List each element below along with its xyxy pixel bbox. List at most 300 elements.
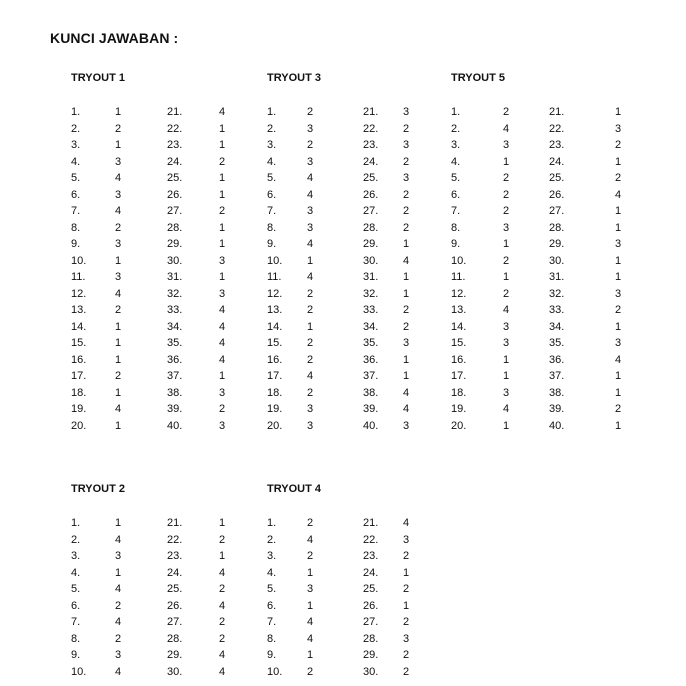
answer-value: 4 [219,649,226,661]
answer-value: 2 [307,139,314,151]
answer-value: 3 [219,419,226,432]
question-number: 36. [363,353,379,366]
question-number: 21. [549,106,565,118]
question-number: 20. [451,419,467,432]
answer-value: 3 [503,386,510,399]
question-number: 31. [167,271,183,283]
answer-value: 1 [503,155,510,168]
question-number: 5. [71,583,81,595]
answer-value: 3 [503,337,510,349]
question-number: 9. [71,238,81,250]
question-number: 16. [71,353,87,366]
question-number: 35. [363,337,379,349]
question-number: 4. [451,155,461,168]
question-number: 40. [167,419,183,432]
answer-value: 3 [115,550,122,562]
answer-value: 1 [219,122,226,135]
answer-value: 2 [219,533,226,546]
answer-value: 2 [115,122,122,135]
question-number: 27. [167,616,183,628]
question-number: 9. [267,649,277,661]
answer-value: 3 [307,155,314,168]
answer-value: 3 [403,106,410,118]
question-number: 7. [267,616,277,628]
question-number: 24. [167,155,183,168]
answer-value: 2 [219,616,226,628]
answer-value: 1 [115,254,122,267]
question-number: 19. [267,403,283,415]
answer-value: 1 [615,254,622,267]
question-number: 24. [363,566,379,579]
tryout-title: TRYOUT 1 [71,72,125,84]
answer-value: 4 [115,533,122,546]
answer-value: 2 [307,665,314,678]
answer-value: 1 [307,566,314,579]
answer-value: 1 [115,320,122,333]
question-number: 36. [549,353,565,366]
question-number: 14. [71,320,87,333]
question-number: 22. [363,533,379,546]
question-number: 16. [451,353,467,366]
answer-value: 1 [115,139,122,151]
answer-value: 1 [503,370,510,382]
answer-value: 2 [115,370,122,382]
answer-value: 1 [115,106,122,118]
question-number: 26. [363,599,379,612]
answer-value: 1 [615,221,622,234]
question-number: 6. [267,188,277,201]
question-number: 10. [267,254,283,267]
answer-value: 1 [615,205,622,217]
answer-value: 2 [307,550,314,562]
answer-value: 2 [403,550,410,562]
question-number: 28. [167,221,183,234]
answer-value: 4 [115,665,122,678]
answer-value: 4 [503,304,510,316]
question-number: 37. [549,370,565,382]
answer-value: 1 [115,386,122,399]
answer-value: 4 [307,271,314,283]
answer-value: 4 [615,188,622,201]
answer-value: 1 [115,566,122,579]
answer-value: 4 [219,304,226,316]
answer-value: 1 [403,287,410,300]
answer-value: 3 [403,632,410,645]
question-number: 8. [71,221,81,234]
answer-value: 1 [615,370,622,382]
answer-value: 2 [115,221,122,234]
answer-value: 2 [307,353,314,366]
question-number: 1. [451,106,461,118]
question-number: 18. [451,386,467,399]
answer-value: 1 [403,370,410,382]
answer-value: 2 [219,583,226,595]
question-number: 3. [71,139,81,151]
question-number: 26. [363,188,379,201]
answer-value: 2 [403,188,410,201]
question-number: 2. [451,122,461,135]
answer-value: 1 [307,254,314,267]
question-number: 8. [267,632,277,645]
answer-value: 3 [115,238,122,250]
question-number: 4. [267,155,277,168]
question-number: 5. [267,172,277,184]
question-number: 25. [167,172,183,184]
question-number: 35. [167,337,183,349]
question-number: 30. [363,254,379,267]
question-number: 29. [167,649,183,661]
question-number: 26. [549,188,565,201]
question-number: 6. [71,188,81,201]
answer-value: 3 [403,139,410,151]
answer-value: 2 [403,155,410,168]
question-number: 2. [71,533,81,546]
question-number: 28. [167,632,183,645]
question-number: 7. [267,205,277,217]
question-number: 16. [267,353,283,366]
question-number: 31. [549,271,565,283]
answer-value: 3 [307,419,314,432]
question-number: 39. [549,403,565,415]
question-number: 29. [363,238,379,250]
question-number: 3. [267,550,277,562]
answer-value: 4 [615,353,622,366]
question-number: 27. [363,205,379,217]
answer-value: 2 [219,155,226,168]
answer-value: 1 [615,106,622,118]
answer-value: 2 [403,665,410,678]
question-number: 21. [167,517,183,529]
answer-value: 4 [503,403,510,415]
question-number: 32. [363,287,379,300]
answer-value: 2 [219,205,226,217]
answer-value: 2 [307,337,314,349]
question-number: 33. [167,304,183,316]
question-number: 11. [71,271,86,283]
answer-value: 1 [219,139,226,151]
answer-value: 1 [615,320,622,333]
answer-value: 2 [403,304,410,316]
question-number: 23. [167,550,183,562]
answer-value: 4 [219,106,226,118]
question-number: 18. [71,386,87,399]
answer-value: 3 [307,403,314,415]
answer-value: 2 [307,287,314,300]
answer-value: 1 [403,271,410,283]
answer-value: 2 [219,632,226,645]
question-number: 8. [267,221,277,234]
question-number: 8. [451,221,461,234]
answer-value: 3 [403,172,410,184]
answer-value: 1 [219,550,226,562]
answer-value: 1 [115,419,122,432]
question-number: 28. [363,221,379,234]
answer-value: 3 [219,287,226,300]
tryout-title: TRYOUT 3 [267,72,321,84]
answer-value: 4 [307,370,314,382]
answer-value: 2 [403,616,410,628]
question-number: 6. [267,599,277,612]
question-number: 2. [267,533,277,546]
question-number: 5. [451,172,461,184]
question-number: 23. [363,139,379,151]
question-number: 22. [363,122,379,135]
question-number: 1. [267,517,277,529]
answer-value: 1 [307,320,314,333]
question-number: 22. [167,533,183,546]
question-number: 26. [167,188,183,201]
question-number: 14. [267,320,283,333]
answer-value: 2 [615,139,622,151]
answer-value: 4 [115,583,122,595]
question-number: 11. [267,271,282,283]
answer-value: 2 [403,583,410,595]
answer-value: 4 [307,172,314,184]
question-number: 38. [363,386,379,399]
question-number: 3. [71,550,81,562]
question-number: 12. [451,287,467,300]
answer-value: 4 [403,386,410,399]
question-number: 32. [167,287,183,300]
answer-value: 4 [219,337,226,349]
question-number: 21. [363,517,379,529]
question-number: 25. [363,583,379,595]
answer-value: 4 [219,320,226,333]
answer-value: 3 [403,533,410,546]
question-number: 4. [71,155,81,168]
question-number: 39. [167,403,183,415]
question-number: 34. [167,320,183,333]
answer-value: 1 [403,353,410,366]
answer-value: 1 [615,419,622,432]
answer-value: 1 [219,370,226,382]
answer-value: 1 [115,353,122,366]
question-number: 35. [549,337,565,349]
answer-value: 3 [403,419,410,432]
answer-value: 2 [403,320,410,333]
question-number: 12. [71,287,87,300]
answer-value: 4 [115,172,122,184]
question-number: 5. [71,172,81,184]
answer-value: 2 [503,254,510,267]
answer-value: 2 [615,304,622,316]
answer-value: 3 [503,139,510,151]
answer-value: 4 [307,616,314,628]
question-number: 27. [549,205,565,217]
question-number: 15. [451,337,467,349]
question-number: 15. [71,337,87,349]
answer-value: 2 [503,205,510,217]
answer-value: 4 [219,353,226,366]
answer-value: 2 [503,287,510,300]
question-number: 22. [167,122,183,135]
question-number: 7. [71,616,81,628]
question-number: 13. [267,304,283,316]
answer-value: 1 [615,271,622,283]
answer-value: 1 [403,238,410,250]
answer-value: 1 [115,337,122,349]
answer-value: 3 [503,221,510,234]
question-number: 25. [363,172,379,184]
answer-value: 1 [503,238,510,250]
answer-value: 1 [615,155,622,168]
answer-value: 1 [503,419,510,432]
answer-value: 4 [115,616,122,628]
answer-value: 3 [307,122,314,135]
question-number: 23. [549,139,565,151]
answer-value: 4 [219,599,226,612]
question-number: 9. [451,238,461,250]
answer-value: 4 [503,122,510,135]
question-number: 25. [167,583,183,595]
question-number: 9. [267,238,277,250]
question-number: 11. [451,271,466,283]
answer-value: 1 [115,517,122,529]
answer-value: 3 [115,271,122,283]
answer-value: 1 [403,599,410,612]
question-number: 34. [549,320,565,333]
question-number: 40. [549,419,565,432]
question-number: 22. [549,122,565,135]
answer-value: 4 [403,254,410,267]
question-number: 30. [167,254,183,267]
question-number: 8. [71,632,81,645]
answer-value: 3 [115,188,122,201]
question-number: 6. [71,599,81,612]
answer-value: 3 [615,122,622,135]
question-number: 5. [267,583,277,595]
answer-value: 3 [307,583,314,595]
answer-value: 4 [307,632,314,645]
question-number: 33. [549,304,565,316]
question-number: 27. [167,205,183,217]
answer-value: 1 [307,599,314,612]
question-number: 2. [71,122,81,135]
question-number: 24. [363,155,379,168]
question-number: 39. [363,403,379,415]
question-number: 23. [167,139,183,151]
answer-value: 4 [115,287,122,300]
question-number: 1. [71,517,81,529]
question-number: 20. [267,419,283,432]
answer-value: 2 [503,106,510,118]
question-number: 30. [363,665,379,678]
question-number: 12. [267,287,283,300]
question-number: 29. [549,238,565,250]
question-number: 28. [549,221,565,234]
answer-value: 2 [403,205,410,217]
question-number: 29. [167,238,183,250]
question-number: 10. [71,254,87,267]
answer-value: 3 [615,287,622,300]
answer-value: 4 [403,403,410,415]
answer-value: 2 [307,517,314,529]
question-number: 14. [451,320,467,333]
question-number: 13. [451,304,467,316]
question-number: 4. [71,566,81,579]
answer-value: 2 [503,188,510,201]
question-number: 10. [71,665,87,678]
answer-value: 3 [219,386,226,399]
answer-value: 4 [403,517,410,529]
question-number: 7. [451,205,461,217]
question-number: 3. [451,139,461,151]
answer-value: 3 [615,337,622,349]
answer-value: 4 [115,205,122,217]
answer-value: 2 [307,304,314,316]
question-number: 10. [267,665,283,678]
answer-value: 2 [115,632,122,645]
answer-value: 3 [219,254,226,267]
question-number: 3. [267,139,277,151]
question-number: 17. [71,370,87,382]
question-number: 13. [71,304,87,316]
answer-value: 2 [219,403,226,415]
answer-value: 2 [403,649,410,661]
question-number: 7. [71,205,81,217]
question-number: 37. [363,370,379,382]
answer-value: 2 [503,172,510,184]
answer-value: 1 [219,188,226,201]
answer-value: 1 [219,221,226,234]
question-number: 10. [451,254,467,267]
answer-value: 4 [307,188,314,201]
question-number: 6. [451,188,461,201]
answer-value: 1 [503,271,510,283]
answer-value: 2 [615,172,622,184]
question-number: 1. [267,106,277,118]
answer-value: 3 [307,205,314,217]
question-number: 18. [267,386,283,399]
question-number: 17. [451,370,467,382]
answer-value: 1 [307,649,314,661]
question-number: 36. [167,353,183,366]
question-number: 27. [363,616,379,628]
question-number: 32. [549,287,565,300]
question-number: 21. [167,106,183,118]
question-number: 25. [549,172,565,184]
answer-value: 2 [307,386,314,399]
answer-value: 2 [307,106,314,118]
answer-value: 3 [403,337,410,349]
answer-value: 3 [615,238,622,250]
question-number: 37. [167,370,183,382]
tryout-title: TRYOUT 5 [451,72,505,84]
question-number: 26. [167,599,183,612]
question-number: 23. [363,550,379,562]
answer-value: 1 [219,238,226,250]
answer-value: 1 [219,271,226,283]
answer-value: 3 [503,320,510,333]
question-number: 30. [167,665,183,678]
question-number: 2. [267,122,277,135]
question-number: 24. [167,566,183,579]
question-number: 34. [363,320,379,333]
answer-value: 2 [403,221,410,234]
question-number: 1. [71,106,81,118]
question-number: 40. [363,419,379,432]
question-number: 38. [167,386,183,399]
answer-value: 1 [219,172,226,184]
question-number: 33. [363,304,379,316]
answer-value: 2 [115,599,122,612]
tryout-title: TRYOUT 4 [267,483,321,495]
answer-value: 1 [219,517,226,529]
question-number: 30. [549,254,565,267]
question-number: 15. [267,337,283,349]
page-title: KUNCI JAWABAN : [50,30,179,46]
answer-value: 4 [219,566,226,579]
